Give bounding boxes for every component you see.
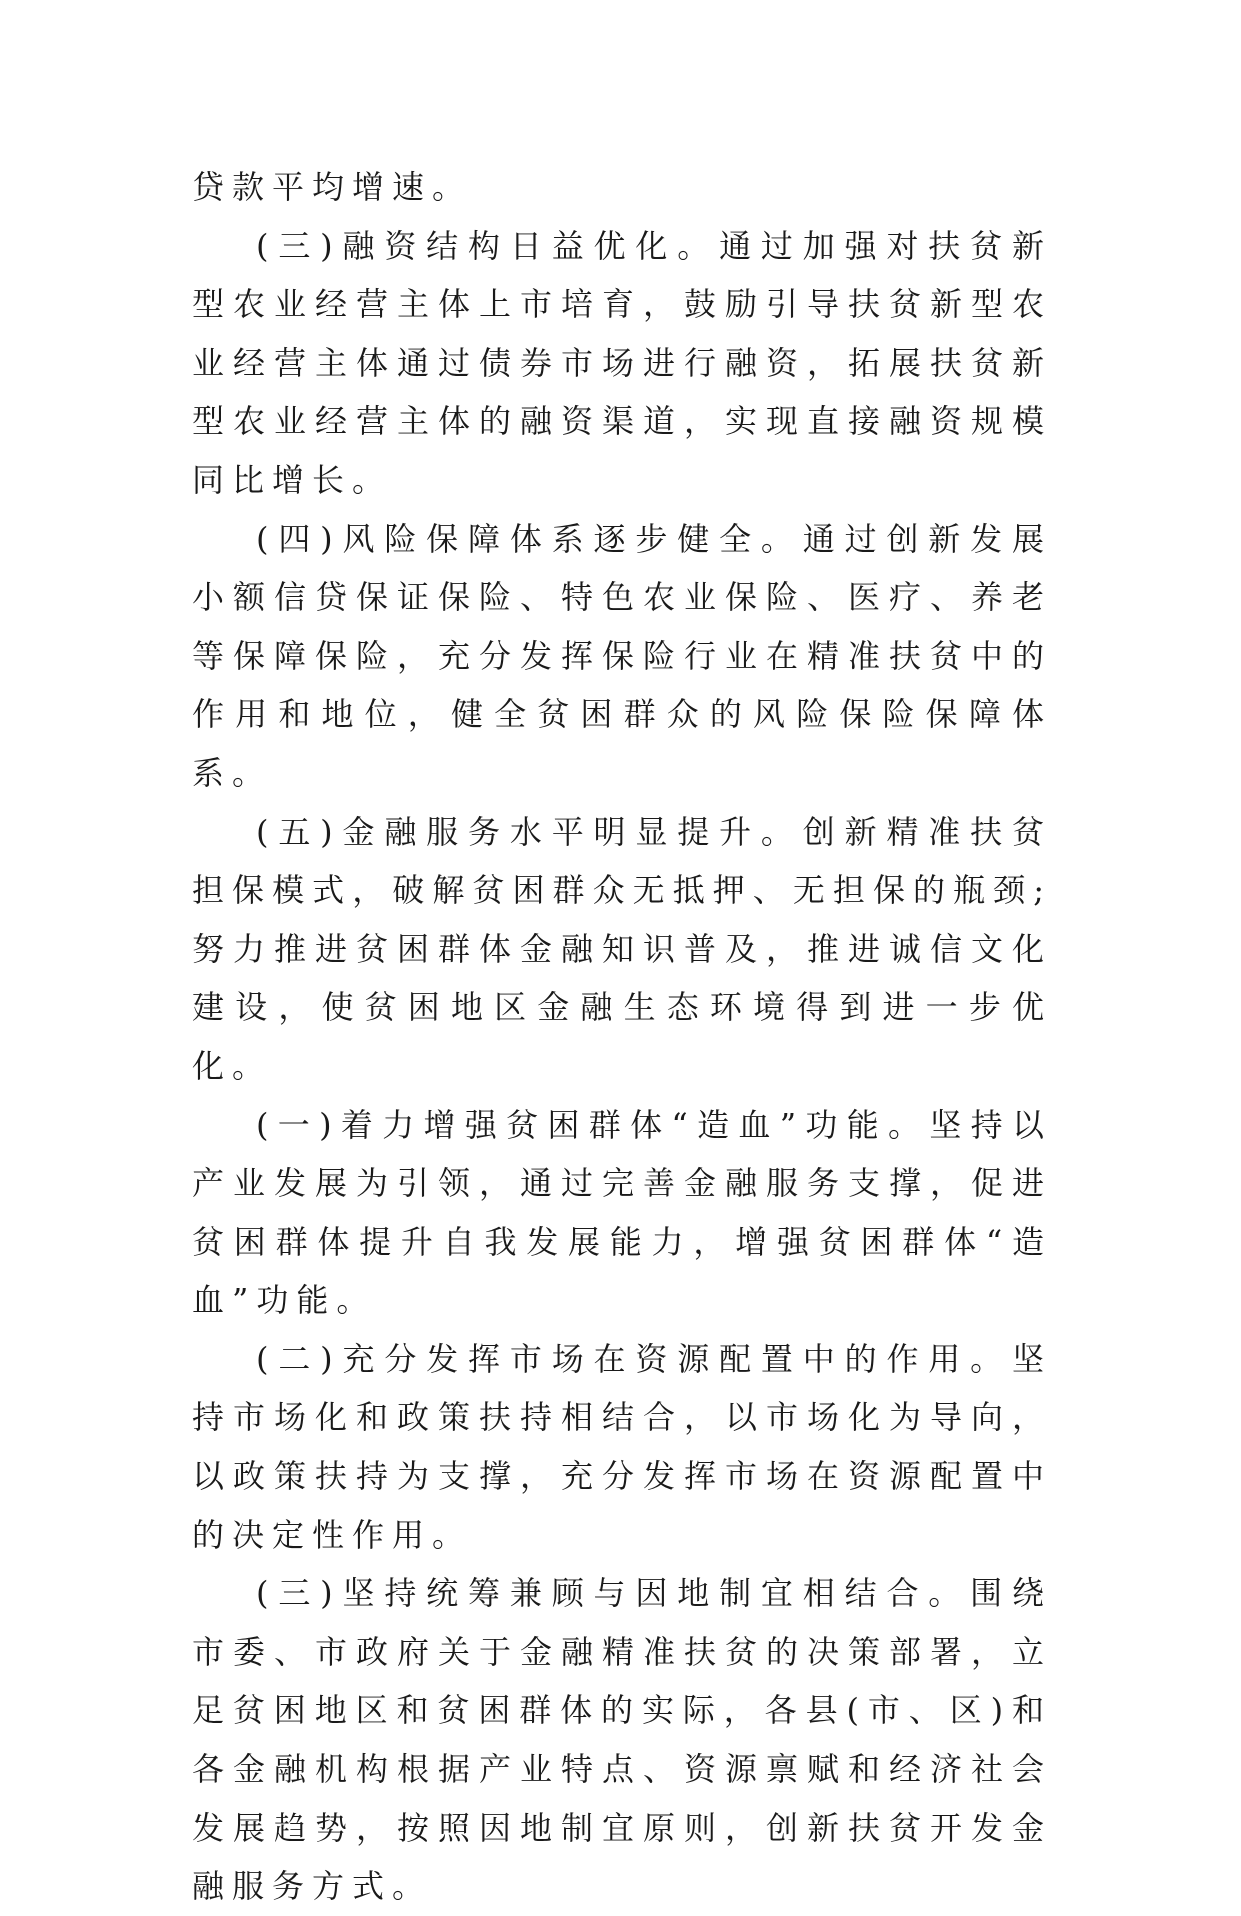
paragraph-blood-making-function: (一)着力增强贫困群体“造血”功能。坚持以产业发展为引领，通过完善金融服务支撑，促进贫困群体提升自我发展能力，增强贫困群体“造血”功能。	[192, 1105, 1052, 1320]
paragraph-risk-protection: (四)风险保障体系逐步健全。通过创新发展小额信贷保证保险、特色农业保险、医疗、养老等保障保险，充分发挥保险行业在精准扶贫中的作用和地位，健全贫困群众的风险保险保障体系。	[192, 519, 1052, 792]
document-body	[192, 158, 1052, 1916]
paragraph-financial-service: (五)金融服务水平明显提升。创新精准扶贫担保模式，破解贫困群众无抵押、无担保的瓶颈;努力推进贫困群体金融知识普及，推进诚信文化建设，使贫困地区金融生态环境得到进一步优化。	[192, 812, 1052, 1085]
paragraph-market-role: (二)充分发挥市场在资源配置中的作用。坚持市场化和政策扶持相结合，以市场化为导向，以政策扶持为支撑，充分发挥市场在资源配置中的决定性作用。	[192, 1339, 1052, 1554]
paragraph-continuation: 贷款平均增速。	[192, 168, 473, 206]
paragraph-overall-planning: (三)坚持统筹兼顾与因地制宜相结合。围绕市委、市政府关于金融精准扶贫的决策部署，立足贫困地区和贫困群体的实际，各县(市、区)和各金融机构根据产业特点、资源禀赋和经济社会发展趋势，按照因地制宜原则，创新扶贫开发金融服务方式。	[192, 1574, 1052, 1906]
paragraph-financing-structure: (三)融资结构日益优化。通过加强对扶贫新型农业经营主体上市培育，鼓励引导扶贫新型农业经营主体通过债券市场进行融资，拓展扶贫新型农业经营主体的融资渠道，实现直接融资规模同比增长。	[192, 226, 1052, 499]
